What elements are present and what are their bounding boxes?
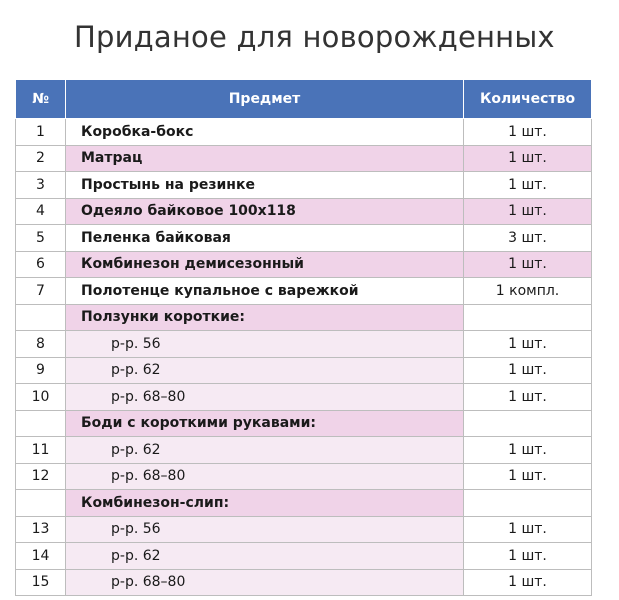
row-item: Одеяло байковое 100х118	[66, 198, 464, 225]
row-quantity: 1 шт.	[464, 384, 592, 411]
row-quantity	[464, 490, 592, 517]
row-number: 15	[16, 569, 66, 596]
row-quantity: 1 шт.	[464, 251, 592, 278]
row-size: р-р. 68–80	[66, 384, 464, 411]
row-item: Комбинезон демисезонный	[66, 251, 464, 278]
table-row	[16, 278, 592, 305]
group-heading: Ползунки короткие:	[66, 304, 464, 331]
table-row	[16, 331, 592, 358]
layette-table	[15, 79, 592, 596]
row-size: р-р. 68–80	[66, 569, 464, 596]
row-number: 8	[16, 331, 66, 358]
row-item: Пеленка байковая	[66, 225, 464, 252]
row-number: 3	[16, 172, 66, 199]
row-quantity: 1 шт.	[464, 516, 592, 543]
row-number	[16, 304, 66, 331]
table-row	[16, 357, 592, 384]
row-quantity: 3 шт.	[464, 225, 592, 252]
row-number	[16, 490, 66, 517]
row-number: 12	[16, 463, 66, 490]
row-item: Коробка-бокс	[66, 119, 464, 146]
group-heading: Боди с короткими рукавами:	[66, 410, 464, 437]
row-number: 4	[16, 198, 66, 225]
table-body	[16, 119, 592, 596]
row-item: Простынь на резинке	[66, 172, 464, 199]
row-quantity	[464, 304, 592, 331]
row-quantity: 1 компл.	[464, 278, 592, 305]
column-header-quantity: Количество	[464, 80, 592, 119]
table-group-row	[16, 304, 592, 331]
table-row	[16, 225, 592, 252]
row-number: 5	[16, 225, 66, 252]
row-quantity: 1 шт.	[464, 119, 592, 146]
column-header-number: №	[16, 80, 66, 119]
row-number: 11	[16, 437, 66, 464]
row-quantity: 1 шт.	[464, 198, 592, 225]
row-number: 14	[16, 543, 66, 570]
table-row	[16, 463, 592, 490]
row-size: р-р. 62	[66, 543, 464, 570]
row-quantity: 1 шт.	[464, 437, 592, 464]
table-header-row	[16, 80, 592, 119]
row-quantity: 1 шт.	[464, 331, 592, 358]
table-row	[16, 569, 592, 596]
row-item: Полотенце купальное с варежкой	[66, 278, 464, 305]
table-row	[16, 172, 592, 199]
row-number: 9	[16, 357, 66, 384]
row-quantity: 1 шт.	[464, 172, 592, 199]
row-item: Матрац	[66, 145, 464, 172]
row-quantity: 1 шт.	[464, 357, 592, 384]
table-row	[16, 437, 592, 464]
table-row	[16, 251, 592, 278]
row-size: р-р. 68–80	[66, 463, 464, 490]
table-row	[16, 119, 592, 146]
table-row	[16, 516, 592, 543]
table-group-row	[16, 490, 592, 517]
table-group-row	[16, 410, 592, 437]
row-number: 10	[16, 384, 66, 411]
table-row	[16, 145, 592, 172]
row-size: р-р. 56	[66, 516, 464, 543]
row-quantity: 1 шт.	[464, 145, 592, 172]
table-row	[16, 543, 592, 570]
row-quantity: 1 шт.	[464, 569, 592, 596]
row-number: 2	[16, 145, 66, 172]
column-header-item: Предмет	[66, 80, 464, 119]
row-quantity: 1 шт.	[464, 543, 592, 570]
row-size: р-р. 62	[66, 437, 464, 464]
page-title: Приданое для новорожденных	[74, 20, 555, 54]
row-number: 1	[16, 119, 66, 146]
row-size: р-р. 62	[66, 357, 464, 384]
row-number: 6	[16, 251, 66, 278]
row-quantity	[464, 410, 592, 437]
row-size: р-р. 56	[66, 331, 464, 358]
row-quantity: 1 шт.	[464, 463, 592, 490]
table-row	[16, 384, 592, 411]
row-number	[16, 410, 66, 437]
table-row	[16, 198, 592, 225]
row-number: 13	[16, 516, 66, 543]
group-heading: Комбинезон-слип:	[66, 490, 464, 517]
row-number: 7	[16, 278, 66, 305]
